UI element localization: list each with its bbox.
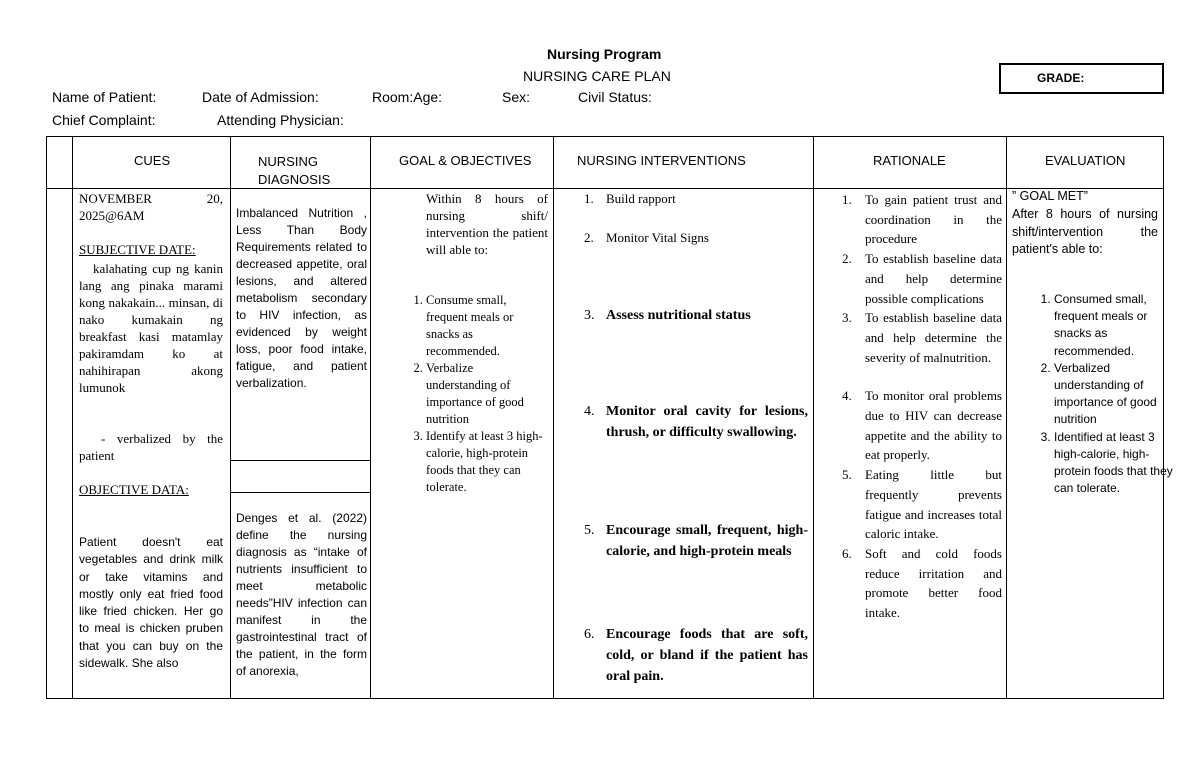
goal-item: 2. Verbalize understanding of importance of good nutrition	[426, 360, 546, 428]
evaluation-item: 3. Identified at least 3 high-calorie, high-protein foods that they can tolerate.	[1054, 429, 1178, 498]
objective-text: Patient doesn't eat vegetables and drink milk or take vitamins and mostly only eat fried food like fried chicken. Her go to meal is chicken pruben that you can buy on the sidewalk. She also	[79, 535, 223, 671]
evaluation-item: 2. Verbalized understanding of importance of good nutrition	[1054, 360, 1178, 429]
diagnosis-text: Imbalanced Nutrition , Less Than Body Requirements related to decreased appetite, oral lesions, and altered metabolism secondary to HIV infection, as evidenced by weight loss, poor food intake, fatigue, and patient verbalization.	[236, 206, 367, 390]
col-header-goals: GOAL & OBJECTIVES	[399, 153, 532, 168]
program-title: Nursing Program	[547, 46, 662, 62]
evaluation-list	[1032, 291, 1178, 497]
evaluation-intro: After 8 hours of nursing shift/intervention the patient's able to:	[1012, 207, 1158, 256]
intervention-3: 3. Assess nutritional status	[584, 308, 751, 323]
col-header-evaluation: EVALUATION	[1045, 153, 1126, 168]
intervention-4: 4. Monitor oral cavity for lesions, thrush, or difficulty swallowing.	[584, 404, 808, 440]
col-header-cues: CUES	[134, 153, 171, 168]
grade-label: GRADE:	[1037, 71, 1085, 85]
verbalized-by-patient: - verbalized by the patient	[79, 431, 223, 463]
intervention-1: 1. Build rapport	[584, 191, 676, 206]
rationale-item: 6. Soft and cold foods reduce irritation and promote better food intake.	[842, 545, 1002, 621]
evaluation-status: ” GOAL MET”	[1012, 189, 1088, 203]
subjective-text: kalahating cup ng kanin lang ang pinaka marami kong nakakain... minsan, di nako kumakain ng breakfast kasi matamlay pakiramdam ko at nahihirapan akong lumunok	[79, 261, 223, 395]
rationale-item: 5. Eating little but frequently prevents fatigue and increases total caloric intake.	[842, 467, 1002, 542]
rationale-list	[842, 190, 1002, 623]
rationale-item: 4. To monitor oral problems due to HIV can decrease appetite and the ability to eat properly.	[842, 388, 1002, 463]
rationale-item: 2. To establish baseline data and help determine possible complications	[842, 251, 1002, 306]
goals-intro: Within 8 hours of nursing shift/ intervention the patient will able to:	[426, 191, 548, 257]
goal-item: 1. Consume small, frequent meals or snacks as recommended.	[426, 292, 546, 360]
grade-box	[999, 63, 1164, 94]
document-title: NURSING CARE PLAN	[523, 68, 671, 84]
intervention-6: 6. Encourage foods that are soft, cold, or bland if the patient has oral pain.	[584, 627, 808, 684]
field-name-of-patient: Name of Patient:	[52, 89, 157, 105]
field-chief-complaint: Chief Complaint:	[52, 112, 156, 128]
subjective-label: SUBJECTIVE DATE:	[79, 242, 196, 257]
rationale-item: 3. To establish baseline data and help determine the severity of malnutrition.	[842, 310, 1002, 365]
diagnosis-reference: Denges et al. (2022) define the nursing diagnosis as “intake of nutrients insufficient to meet metabolic needs”HIV infection can manifest in the gastrointestinal tract of the patient, in the form of anorexia,	[236, 511, 367, 678]
col-header-rationale: RATIONALE	[873, 153, 946, 168]
field-room-age: Room:Age:	[372, 89, 443, 105]
goal-item: 3. Identify at least 3 high-calorie, high-protein foods that they can tolerate.	[426, 428, 546, 496]
intervention-5: 5. Encourage small, frequent, high-calorie, and high-protein meals	[584, 523, 808, 559]
field-sex: Sex:	[502, 89, 531, 105]
col-header-nursing-diagnosis: NURSING DIAGNOSIS	[258, 154, 331, 187]
col-header-interventions: NURSING INTERVENTIONS	[577, 153, 746, 168]
objective-label: OBJECTIVE DATA:	[79, 482, 189, 497]
field-attending-physician: Attending Physician:	[217, 112, 344, 128]
rationale-item: 1. To gain patient trust and coordination in the procedure	[842, 192, 1002, 247]
evaluation-item: 1. Consumed small, frequent meals or snacks as recommended.	[1054, 291, 1178, 360]
goals-list	[404, 292, 546, 496]
intervention-2: 2. Monitor Vital Signs	[584, 230, 709, 245]
cues-date: NOVEMBER 20, 2025@6AM	[79, 191, 223, 223]
field-civil-status: Civil Status:	[578, 89, 652, 105]
field-date-of-admission: Date of Admission:	[202, 89, 319, 105]
